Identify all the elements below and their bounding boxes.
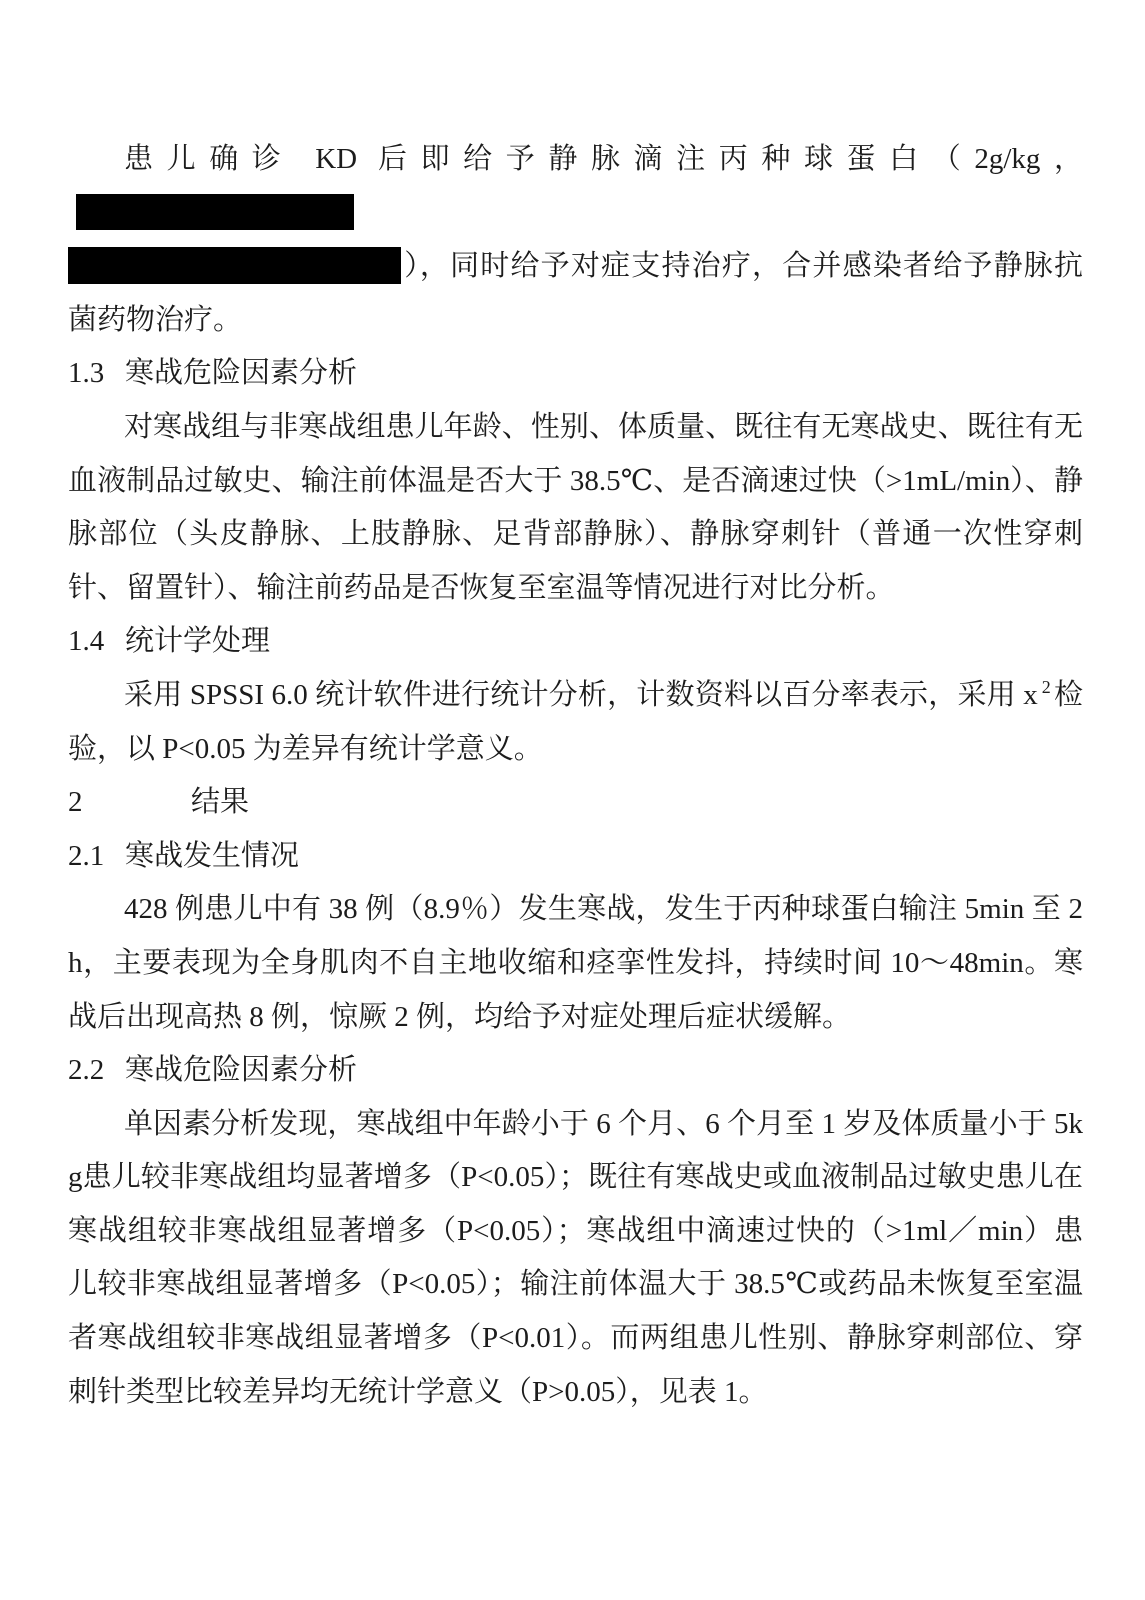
redaction-bar-2: [68, 247, 401, 284]
treatment-text-before-redaction: 患儿确诊 KD 后即给予静脉滴注丙种球蛋白（2g/kg，: [124, 143, 1083, 175]
heading-2-2-title: 寒战危险因素分析: [125, 1054, 358, 1087]
heading-2-2: [68, 1044, 1083, 1098]
heading-1-4: [68, 615, 1083, 669]
heading-1-4-number: 1.4: [68, 625, 105, 658]
heading-2-number: 2: [68, 786, 83, 819]
heading-1-4-title: 统计学处理: [125, 625, 271, 658]
treatment-text-after-redaction: ），同时给予对症支持治疗，合并感染者给予静脉抗菌药物治疗。: [68, 250, 1083, 336]
paragraph-risk-factor-method: 对寒战组与非寒战组患儿年龄、性别、体质量、既往有无寒战史、既往有无血液制品过敏史、输注前体温是否大于 38.5℃、是否滴速过快（>1mL/min）、静脉部位（头皮静脉、上肢静脉、足背部静脉）、静脉穿刺针（普通一次性穿刺针、留置针）、输注前药品是否恢复至室温等情况进行对比分析。: [68, 410, 1083, 604]
paragraph-statistics: [68, 669, 1083, 776]
paragraph-chill-incidence: 428 例患儿中有 38 例（8.9％）发生寒战，发生于丙种球蛋白输注 5min 至 2h，主要表现为全身肌肉不自主地收缩和痉挛性发抖，持续时间 10～48min。寒战后出现高热 8 例，惊厥 2 例，均给予对症处理后症状缓解。: [68, 893, 1083, 1033]
paragraph-treatment: [68, 133, 1083, 347]
heading-2-1-title: 寒战发生情况: [125, 839, 300, 872]
chi-square-superscript: 2: [1041, 677, 1051, 698]
statistics-text-before-superscript: 采用 SPSSI 6.0 统计软件进行统计分析，计数资料以百分率表示，采用 x: [124, 678, 1038, 711]
heading-2-title: 结果: [191, 786, 250, 819]
heading-2-1-number: 2.1: [68, 839, 105, 872]
heading-1-3-number: 1.3: [68, 357, 105, 390]
heading-2-1: [68, 830, 1083, 884]
heading-1-3: [68, 347, 1083, 401]
redaction-bar-1: [76, 194, 354, 230]
heading-2-2-number: 2.2: [68, 1054, 105, 1087]
heading-2: [68, 776, 1083, 830]
paragraph-risk-factor-result: 单因素分析发现，寒战组中年龄小于 6 个月、6 个月至 1 岁及体质量小于 5kg患儿较非寒战组均显著增多（P<0.05）；既往有寒战史或血液制品过敏史患儿在寒战组较非寒战组显著增多（P<0.05）；寒战组中滴速过快的（>1ml／min）患儿较非寒战组显著增多（P<0.05）；输注前体温大于 38.5℃或药品未恢复至室温者寒战组较非寒战组显著增多（P<0.01）。而两组患儿性别、静脉穿刺部位、穿刺针类型比较差异均无统计学意义（P>0.05），见表 1。: [68, 1107, 1083, 1408]
statistics-text-after-superscript: 检验，以 P<0.05 为差异有统计学意义。: [68, 678, 1083, 765]
heading-1-3-title: 寒战危险因素分析: [125, 357, 358, 390]
